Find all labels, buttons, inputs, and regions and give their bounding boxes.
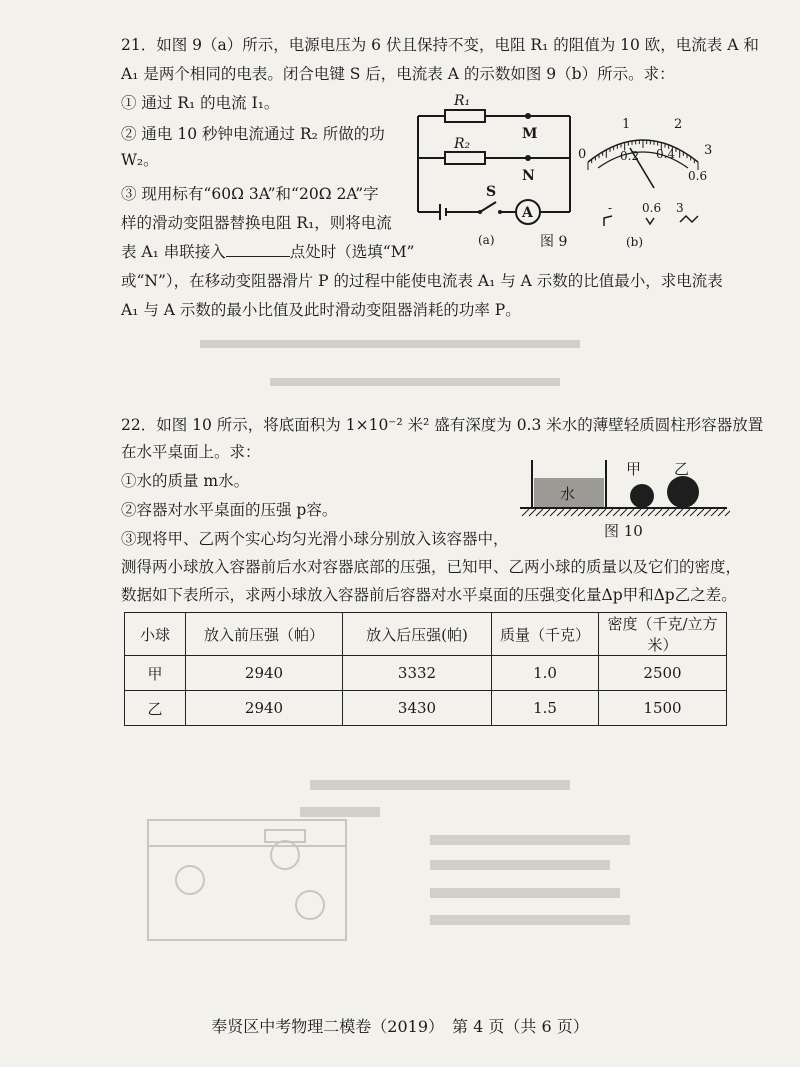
dial-ticks (588, 140, 698, 170)
label-n: N (522, 168, 535, 184)
q21-intro-line2: A₁ 是两个相同的电表。闭合电键 S 后，电流表 A 的示数如图 9（b）所示。求： (121, 65, 675, 83)
ammeter-a-symbol: A (522, 205, 533, 221)
label-r2: R₂ (454, 136, 471, 152)
label-s: S (486, 184, 497, 200)
figure10-caption: 图 10 (604, 522, 643, 540)
label-m: M (522, 126, 538, 142)
dial-bottom-0-2: 0.2 (620, 149, 640, 163)
q22-item3-line1: ③现将甲、乙两个实心均匀光滑小球分别放入该容器中， (121, 530, 509, 548)
table-header-row (125, 613, 727, 656)
dial-top-1: 1 (622, 117, 631, 132)
terminal-minus: - (608, 201, 613, 215)
q21-item1: ① 通过 R₁ 的电流 I₁。 (121, 94, 280, 112)
q22-intro-line1: 22．如图 10 所示，将底面积为 1×10⁻² 米² 盛有深度为 0.3 米水的薄壁轻质圆柱形容器放置 (121, 416, 764, 434)
answer-blank[interactable] (226, 242, 290, 257)
dial-top-2: 2 (674, 117, 683, 132)
figure9a-label: (a) (478, 233, 495, 247)
header-pressure-after: 放入后压强(帕) (343, 613, 492, 656)
q21-item3-line4: 或“N”），在移动变阻器滑片 P 的过程中能使电流表 A₁ 与 A 示数的比值最小，求电流表 (121, 272, 723, 290)
cell-mass: 1.5 (492, 691, 599, 726)
q22-item3-line2: 测得两小球放入容器前后水对容器底部的压强，已知甲、乙两小球的质量以及它们的密度， (121, 558, 742, 576)
cell-density: 2500 (599, 656, 727, 691)
cell-pressure-after: 3332 (343, 656, 492, 691)
q21-item3-line3-post: 点处时（选填“M” (289, 243, 415, 261)
figure9b-label: (b) (626, 235, 644, 249)
ball-jia (630, 484, 654, 508)
q21-item3-line1: ③ 现用标有“60Ω 3A”和“20Ω 2A”字 (121, 185, 379, 203)
cell-mass: 1.0 (492, 656, 599, 691)
cell-ball: 甲 (125, 656, 186, 691)
header-density: 密度（千克/立方米） (599, 613, 727, 656)
terminal-3: 3 (676, 201, 684, 215)
dial-top-3: 3 (704, 143, 713, 158)
water-label: 水 (560, 485, 576, 503)
q21-intro-line1: 21．如图 9（a）所示，电源电压为 6 伏且保持不变，电阻 R₁ 的阻值为 10 欧，电流表 A 和 (121, 36, 759, 54)
cell-density: 1500 (599, 691, 727, 726)
q22-item1: ①水的质量 m水。 (121, 472, 250, 490)
ball-yi-label: 乙 (674, 460, 690, 478)
page-footer: 奉贤区中考物理二模卷（2019） 第 4 页（共 6 页） (211, 1017, 589, 1036)
q21-item3-line2: 样的滑动变阻器替换电阻 R₁，则将电流 (121, 214, 392, 232)
q21-item3-line3-pre: 表 A₁ 串联接入 (121, 243, 226, 261)
table-row (125, 691, 727, 726)
table-row (125, 656, 727, 691)
figure10-container-diagram (512, 452, 730, 542)
label-r1: R₁ (454, 93, 471, 109)
q22-item3-line3: 数据如下表所示，求两小球放入容器前后容器对水平桌面的压强变化量Δp甲和Δp乙之差。 (121, 586, 737, 604)
q21-item3-line3 (121, 241, 415, 263)
terminal-0-6: 0.6 (642, 201, 662, 215)
ball-yi (667, 476, 699, 508)
q21-item3-line5: A₁ 与 A 示数的最小比值及此时滑动变阻器消耗的功率 P。 (121, 301, 521, 319)
ball-jia-label: 甲 (626, 460, 642, 478)
dial-top-0: 0 (578, 147, 587, 162)
q21-item2-line1: ② 通电 10 秒钟电流通过 R₂ 所做的功 (121, 125, 385, 143)
header-pressure-before: 放入前压强（帕） (186, 613, 343, 656)
cell-pressure-after: 3430 (343, 691, 492, 726)
q22-intro-line2: 在水平桌面上。求： (121, 443, 261, 461)
point-n-dot (525, 155, 531, 161)
dial-bottom-0-6: 0.6 (688, 169, 708, 183)
table-surface-hatch (522, 509, 730, 516)
figure9b-ammeter-dial (568, 108, 718, 250)
point-m-dot (525, 113, 531, 119)
header-ball: 小球 (125, 613, 186, 656)
q21-item2-line2: W₂。 (121, 151, 159, 169)
figure9-caption: 图 9 (540, 234, 568, 250)
q22-item2: ②容器对水平桌面的压强 p容。 (121, 501, 338, 519)
ball-data-table (124, 612, 727, 726)
header-mass: 质量（千克） (492, 613, 599, 656)
cell-pressure-before: 2940 (186, 691, 343, 726)
cell-pressure-before: 2940 (186, 656, 343, 691)
cell-ball: 乙 (125, 691, 186, 726)
dial-bottom-0-4: 0.4 (656, 147, 676, 161)
